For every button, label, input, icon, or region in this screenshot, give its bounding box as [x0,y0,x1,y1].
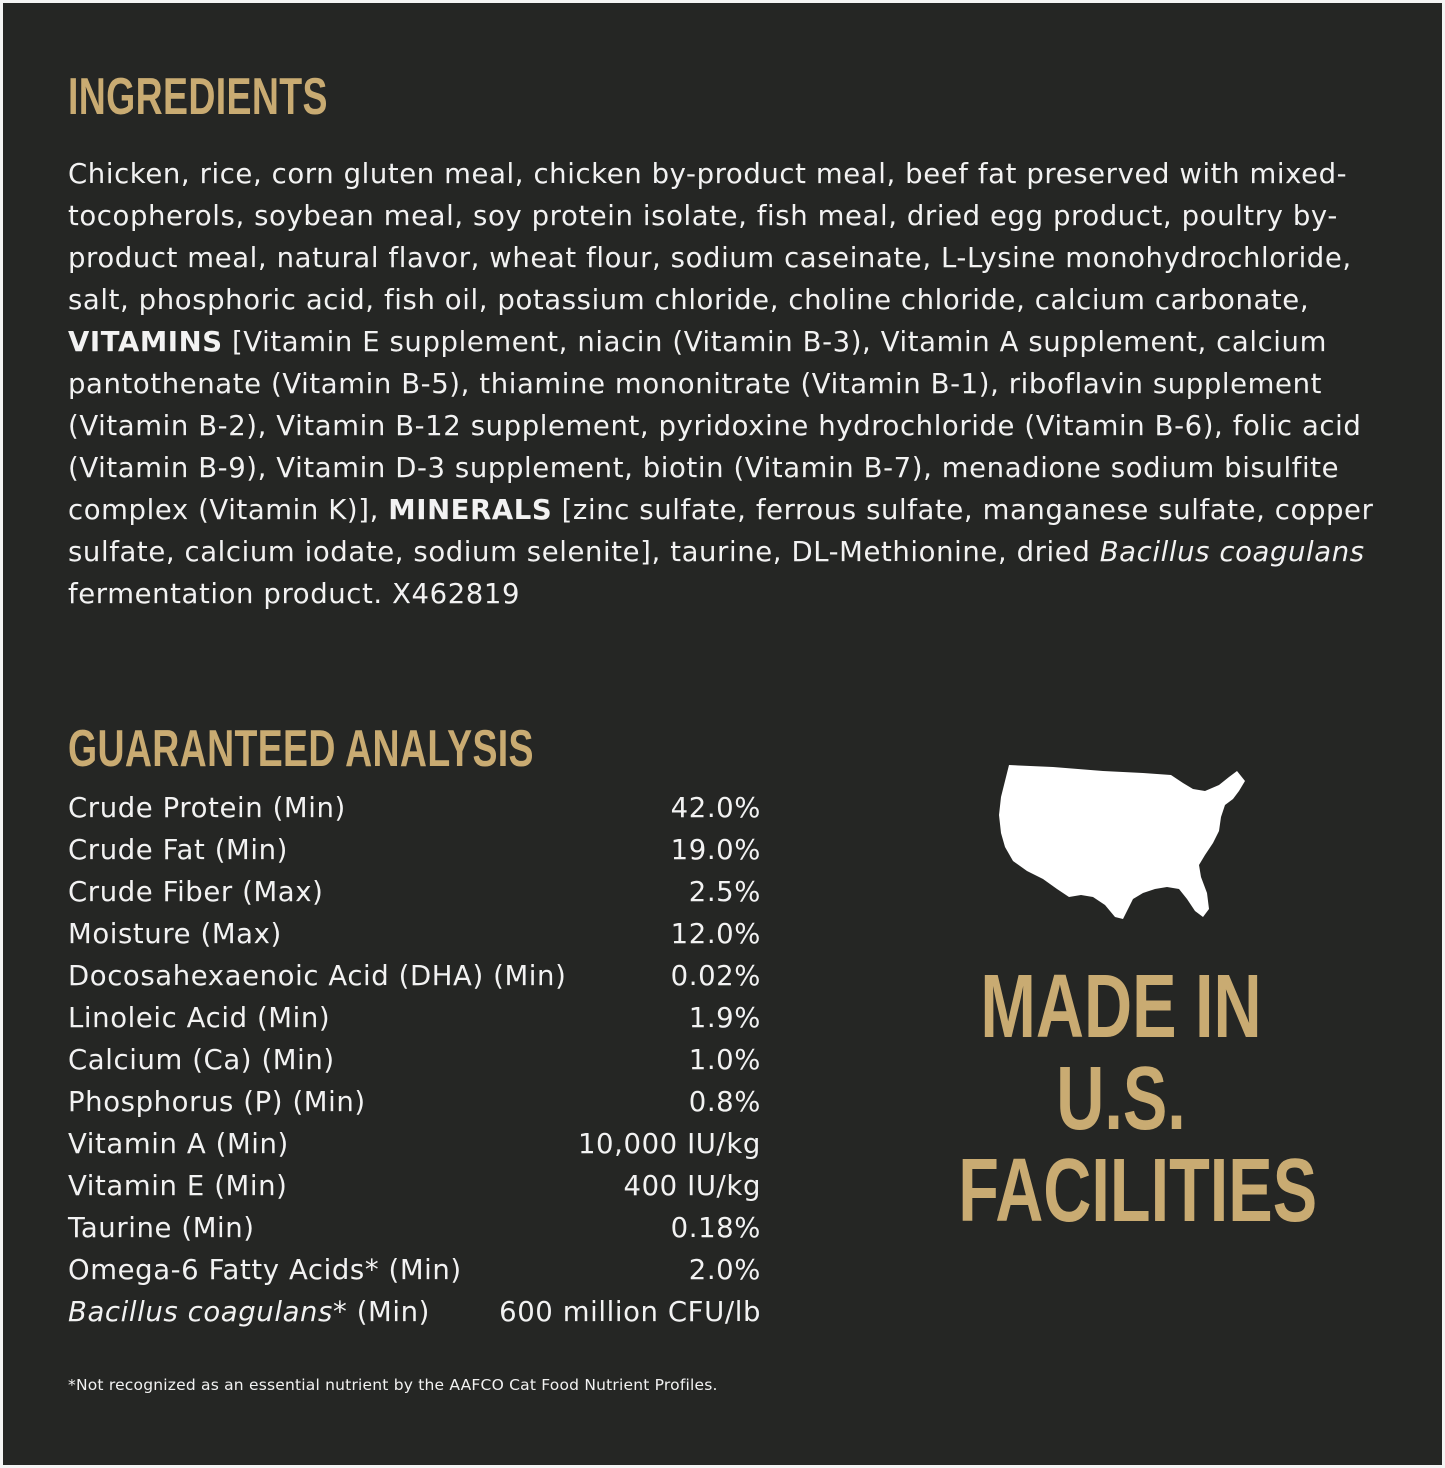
analysis-row [68,913,761,955]
analysis-label: Moisture (Max) [68,918,282,950]
analysis-row [68,871,761,913]
analysis-row [68,829,761,871]
analysis-value: 19.0% [670,834,761,866]
analysis-label [68,1291,430,1333]
analysis-value: 2.0% [688,1254,761,1286]
made-in-line-3: FACILITIES [958,1141,1318,1241]
analysis-label: Vitamin E (Min) [68,1170,288,1202]
ingredients-text-2: [Vitamin E supplement, niacin (Vitamin B-3), Vitamin A supplement, calcium pantothenate (Vitamin B-5), thiamine mononitrate (Vitamin B-1), riboflavin supplement (Vitamin B-2), Vitamin B-12 supplement, pyridoxine hydrochloride (Vitamin B-6), folic acid (Vitamin B-9), Vitamin D-3 supplement, biotin (Vitamin B-7), menadione sodium bisulfite complex (Vitamin K)], [68,326,1362,526]
analysis-label: Taurine (Min) [68,1212,255,1244]
analysis-row [68,787,761,829]
analysis-value: 42.0% [670,792,761,824]
bacillus-label: Bacillus coagulans [68,1296,333,1328]
analysis-label: Phosphorus (P) (Min) [68,1086,366,1118]
analysis-value: 2.5% [688,876,761,908]
ingredients-text-3: [zinc sulfate, ferrous sulfate, manganese sulfate, copper sulfate, calcium iodate, sodium selenite], taurine, DL-Methionine, dried [68,494,1374,568]
analysis-row [68,1207,761,1249]
analysis-label: Omega-6 Fatty Acids* (Min) [68,1254,462,1286]
label-panel [3,3,1442,1465]
analysis-row [68,1165,761,1207]
analysis-label: Vitamin A (Min) [68,1128,289,1160]
analysis-row [68,1249,761,1291]
analysis-row-bacillus [68,1291,761,1333]
analysis-value: 600 million CFU/lb [499,1296,761,1328]
analysis-label: Docosahexaenoic Acid (DHA) (Min) [68,960,567,992]
made-in-line-2: U.S. [1056,1049,1186,1149]
analysis-value: 10,000 IU/kg [577,1128,761,1160]
analysis-row [68,1123,761,1165]
analysis-row [68,955,761,997]
analysis-value: 0.02% [670,960,761,992]
analysis-value: 1.9% [688,1002,761,1034]
made-in-line-1: MADE IN [980,957,1262,1057]
ingredients-text-1: Chicken, rice, corn gluten meal, chicken by-product meal, beef fat preserved with mixed-tocopherols, soybean meal, soy protein isolate, fish meal, dried egg product, poultry by-product meal, natural flavor, wheat flour, sodium caseinate, L-Lysine monohydrochloride, salt, phosphoric acid, fish oil, potassium chloride, choline chloride, calcium carbonate, [68,158,1352,316]
ingredients-text-4: fermentation product. X462819 [68,578,521,610]
ingredients-heading: INGREDIENTS [68,68,328,126]
analysis-label: Crude Fiber (Max) [68,876,324,908]
bacillus-label-suffix: * (Min) [333,1296,430,1328]
analysis-value: 400 IU/kg [623,1170,761,1202]
analysis-row [68,1039,761,1081]
analysis-label: Crude Fat (Min) [68,834,288,866]
analysis-label: Calcium (Ca) (Min) [68,1044,335,1076]
analysis-label: Linoleic Acid (Min) [68,1002,331,1034]
ingredients-list [68,153,1418,615]
guaranteed-analysis-table [68,787,761,1333]
analysis-row [68,1081,761,1123]
analysis-row [68,997,761,1039]
analysis-label: Crude Protein (Min) [68,792,346,824]
aafco-footnote: *Not recognized as an essential nutrient by the AAFCO Cat Food Nutrient Profiles. [68,1376,718,1394]
analysis-value: 12.0% [670,918,761,950]
vitamins-label: VITAMINS [68,326,223,358]
guaranteed-analysis-heading: GUARANTEED ANALYSIS [68,720,534,778]
analysis-value: 0.18% [670,1212,761,1244]
minerals-label: MINERALS [388,494,553,526]
analysis-value: 0.8% [688,1086,761,1118]
analysis-value: 1.0% [688,1044,761,1076]
made-in-usa-badge [958,957,1318,1241]
bacillus-term: Bacillus coagulans [1099,536,1365,568]
usa-map-icon [993,761,1249,921]
